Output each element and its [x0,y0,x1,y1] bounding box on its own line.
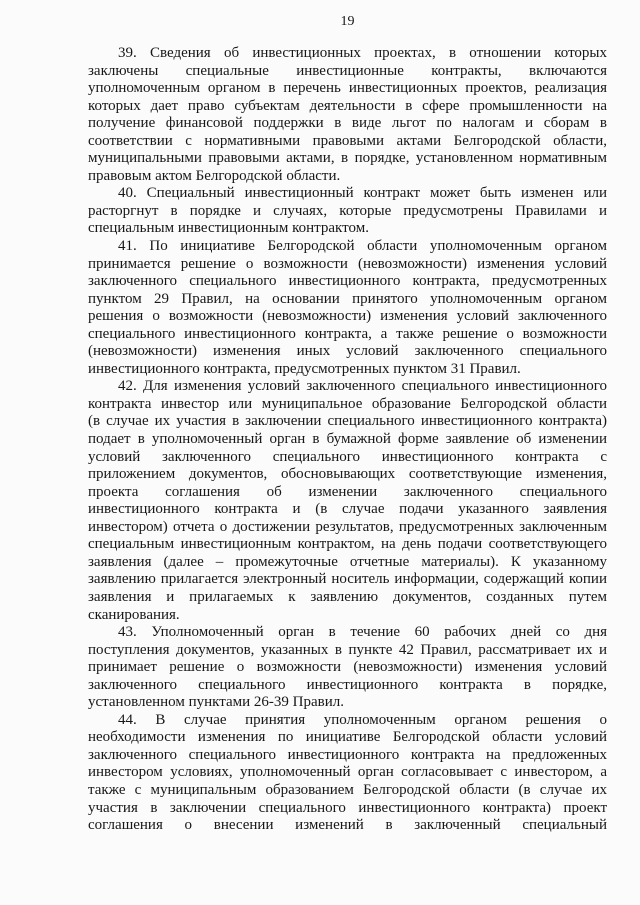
text-line: пунктом 29 Правил, на основании принятого уполномоченным органом [88,290,607,307]
text-line: участия в заключении специального инвестиционного контракта) проект [88,799,607,816]
text-line: заключены специальные инвестиционные контракты, включаются [88,62,607,79]
text-line: 43. Уполномоченный орган в течение 60 рабочих дней со дня [118,624,607,641]
text-line: специальным инвестиционным контрактом. [88,220,369,237]
text-line: поступления документов, указанных в пункте 42 Правил, рассматривает их и [88,641,607,658]
text-line: соглашения о внесении изменений в заключенный специальный [88,817,607,834]
text-line: условий заключенного специального инвестиционного контракта с [88,448,607,465]
text-line: сканирования. [88,606,180,623]
text-line: решения о возможности (невозможности) изменения условий заключенного [88,308,607,325]
paragraph-43 [88,624,607,712]
text-line: контракта инвестор или муниципальное образование Белгородской области [88,395,607,412]
text-line: правовым актом Белгородской области. [88,167,341,184]
text-line: которых дает право субъектам деятельности в сфере промышленности на [88,97,607,114]
text-line: заключенного специального инвестиционного контракта на предложенных [88,746,607,763]
text-line: заключенного специального инвестиционного контракта в порядке, [88,676,607,693]
text-line: заключенного специального инвестиционного контракта, предусмотренных [88,273,607,290]
paragraph-44 [88,712,607,835]
text-line: 41. По инициативе Белгородской области уполномоченным органом [118,238,607,255]
text-line: 39. Сведения об инвестиционных проектах, в отношении которых [118,45,607,61]
page-number: 19 [340,14,355,29]
text-line: расторгнут в порядке и случаях, которые предусмотрены Правилами и [88,202,607,219]
text-line: инвестиционного контракта, предусмотренных пунктом 31 Правил. [88,360,521,377]
text-line: (в случае их участия в заключении специального инвестиционного контракта) [88,413,607,430]
text-line: инвестором условиях, уполномоченный орган согласовывает с инвестором, а [88,764,607,781]
text-line: муниципальными правовыми актами, в порядке, установленном нормативным [88,150,607,167]
text-line: заявления и прилагаемых к заявлению документов, созданных путем [88,588,607,605]
text-line: получение финансовой поддержки в виде льгот по налогам и сборам в [88,115,607,132]
text-line: уполномоченным органом в перечень инвестиционных проектов, реализация [88,80,607,97]
text-line: специальным инвестиционным контрактом, на день подачи соответствующего [88,536,607,553]
text-line: (невозможности) изменения иных условий заключенного специального [88,343,607,360]
text-line: заявлению прилагается электронный носитель информации, содержащий копии [88,571,607,588]
paragraph-42 [88,378,607,624]
text-line: проекта соглашения об изменении заключенного специального [88,483,607,500]
text-line: необходимости изменения по инициативе Белгородской области условий [88,729,607,746]
text-line: приложением документов, обосновывающих соответствующие изменения, [88,466,607,483]
text-line: инвестором) отчета о достижении результатов, предусмотренных заключенным [88,518,607,535]
text-line: установленном пунктами 26-39 Правил. [88,694,345,711]
paragraph-39 [88,45,607,185]
paragraph-41 [88,238,607,378]
text-line: инвестиционного контракта и (в случае подачи указанного заявления [88,501,607,518]
text-line: заявления (далее – промежуточные отчетные материалы). К указанному [88,553,607,570]
text-line: 42. Для изменения условий заключенного специального инвестиционного [118,378,607,395]
text-line: 44. В случае принятия уполномоченным органом решения о [118,711,607,728]
text-line: соответствии с нормативными правовыми актами Белгородской области, [88,132,607,149]
text-line: специального инвестиционного контракта, а также решение о возможности [88,325,607,342]
text-line: подает в уполномоченный орган в бумажной форме заявление об изменении [88,431,607,448]
document-body [88,45,607,835]
paragraph-40 [88,185,607,238]
text-line: принимается решение о возможности (невозможности) изменения условий [88,255,607,272]
text-line: также с муниципальным образованием Белгородской области (в случае их [88,781,607,798]
text-line: 40. Специальный инвестиционный контракт может быть изменен или [118,185,607,202]
text-line: принимает решение о возможности (невозможности) изменения условий [88,659,607,676]
